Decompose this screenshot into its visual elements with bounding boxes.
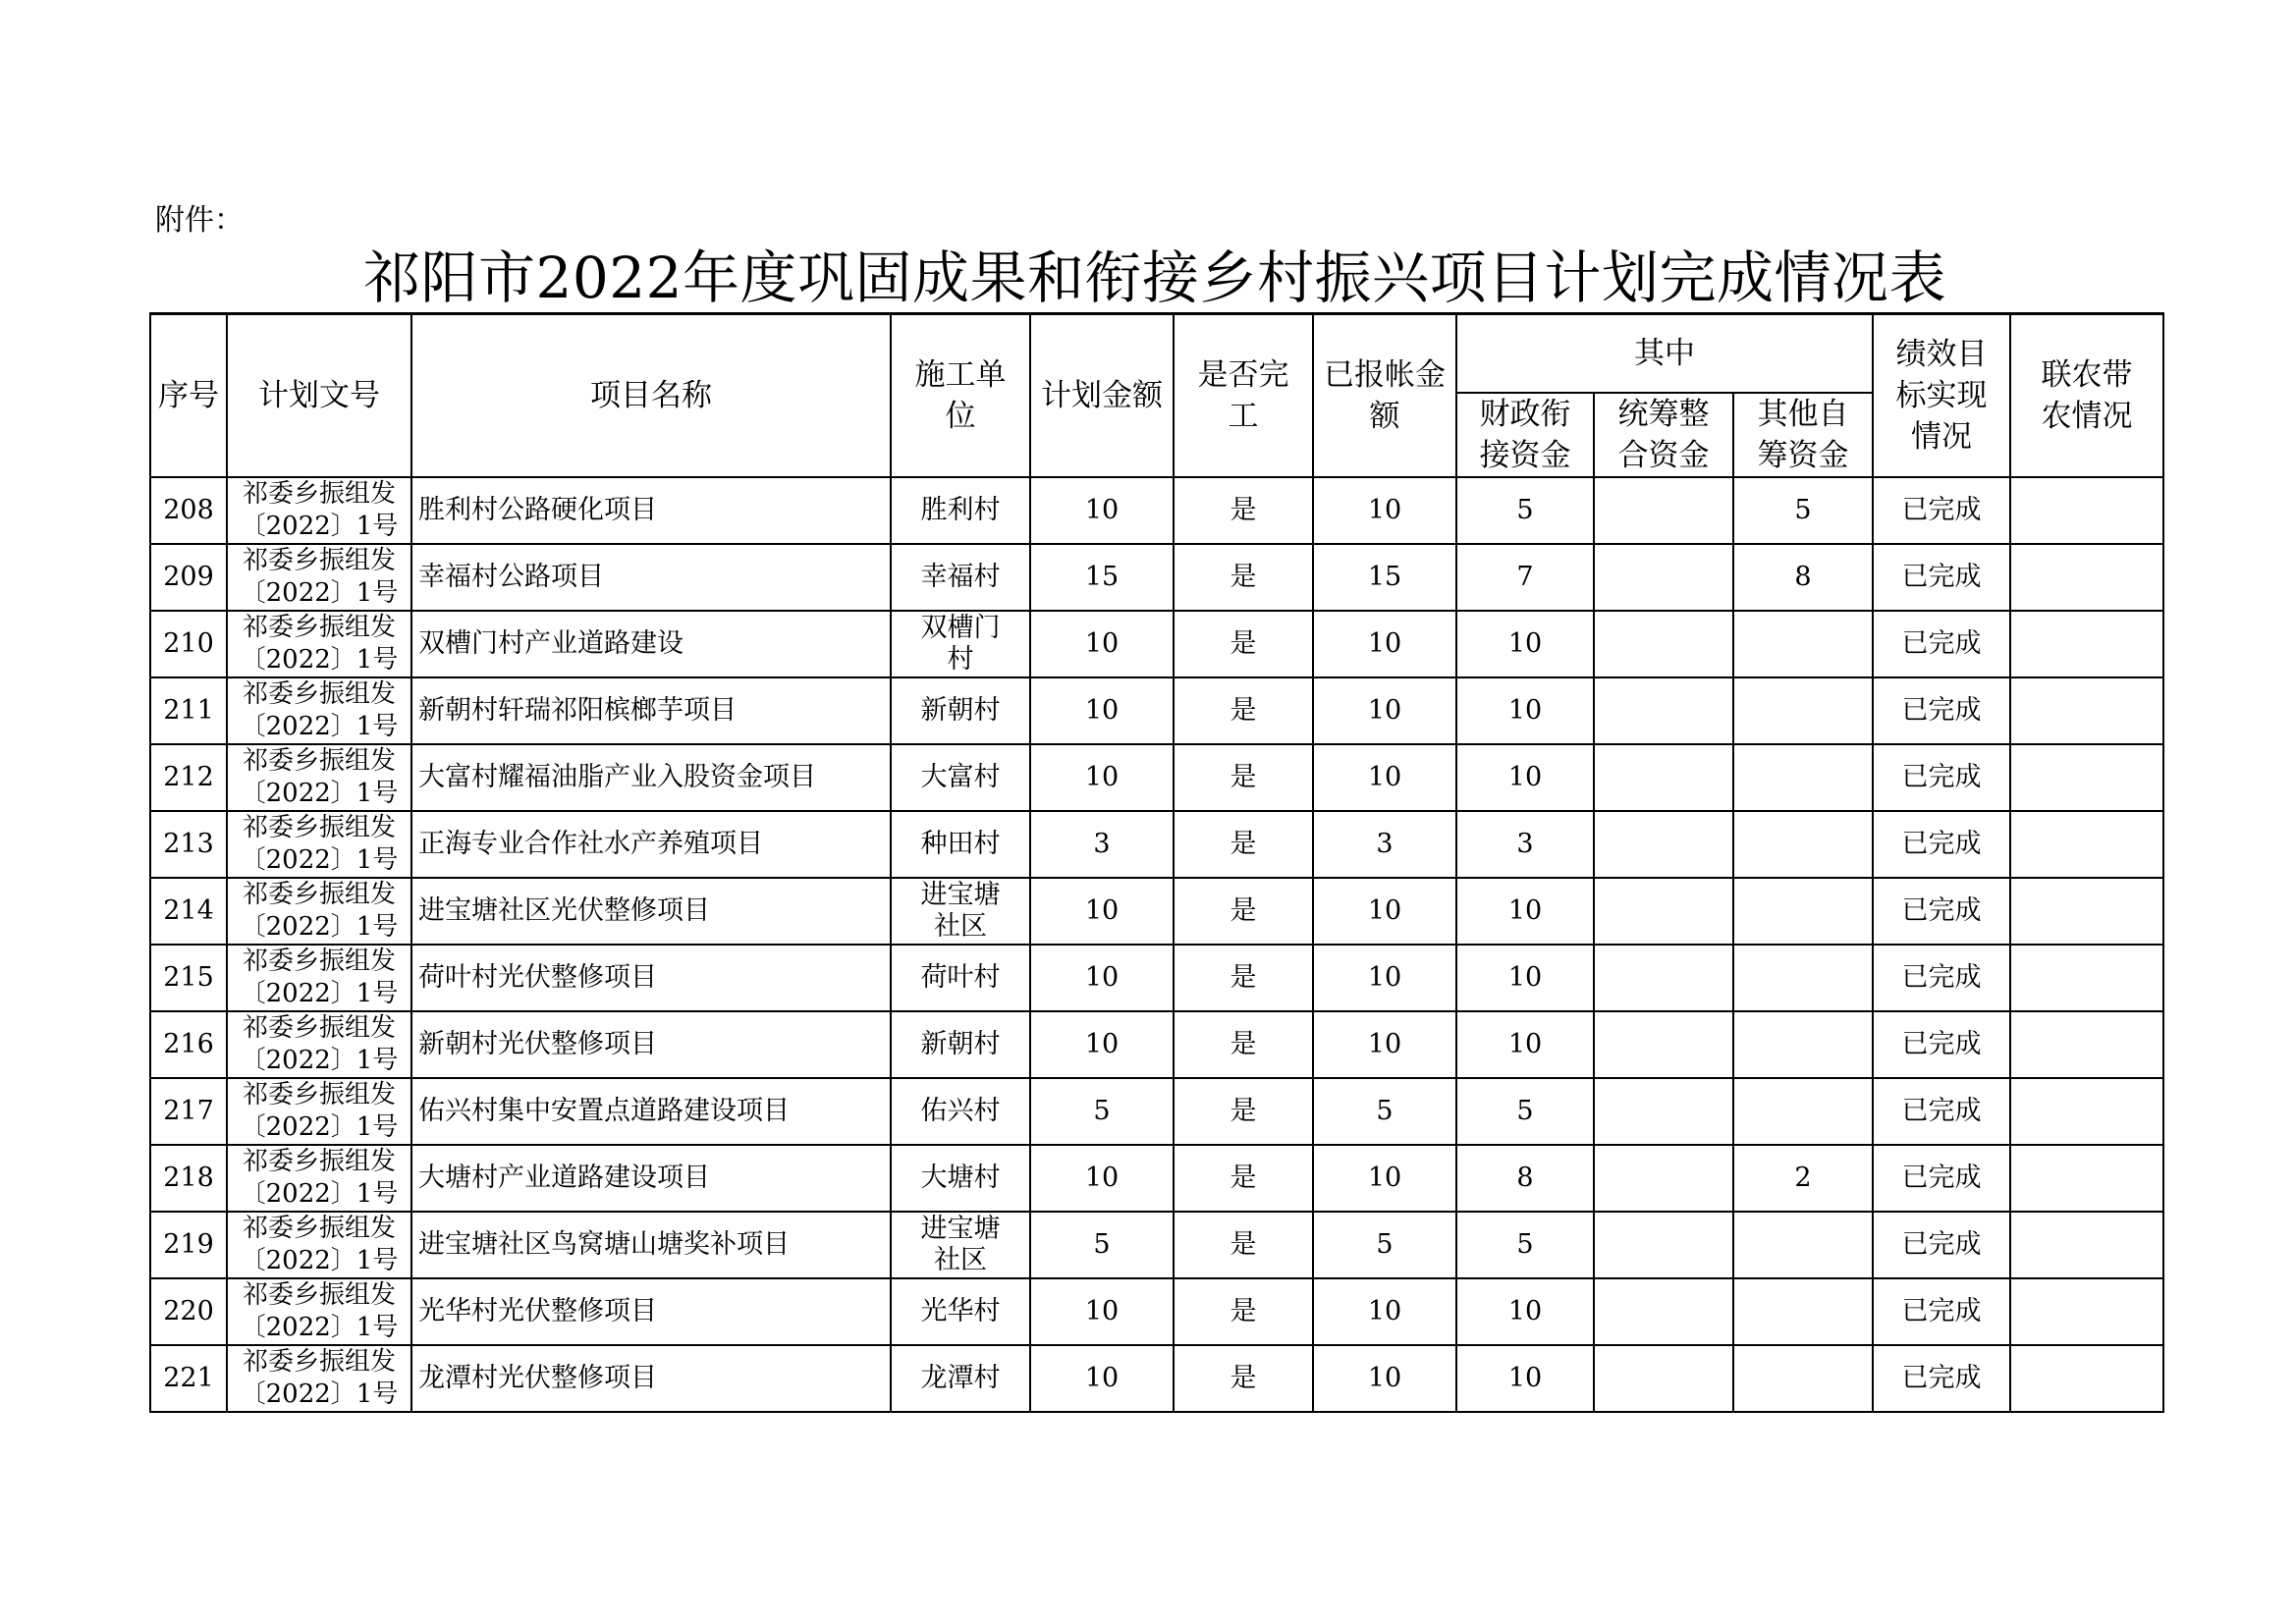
row-plan-amount: 10 (1030, 1345, 1174, 1412)
row-integrated (1594, 1145, 1733, 1212)
row-seq: 214 (150, 878, 227, 945)
row-seq: 221 (150, 1345, 227, 1412)
row-performance: 已完成 (1873, 1278, 2010, 1345)
row-plan-amount: 10 (1030, 611, 1174, 677)
plan-doc-line2: 〔2022〕1号 (240, 1312, 399, 1342)
row-other (1733, 611, 1873, 677)
row-reported-amount: 10 (1313, 477, 1456, 544)
table-row (150, 611, 2163, 677)
plan-doc-line2: 〔2022〕1号 (240, 978, 399, 1008)
plan-doc-line2: 〔2022〕1号 (240, 1178, 399, 1209)
row-unit (891, 878, 1030, 945)
row-plan-amount: 10 (1030, 1278, 1174, 1345)
row-seq: 208 (150, 477, 227, 544)
header-plan-doc: 计划文号 (227, 314, 411, 477)
plan-doc-line1: 祁委乡振组发 (242, 745, 396, 776)
header-performance-text: 绩效目标实现情况 (1895, 336, 1988, 455)
row-linkage (2010, 544, 2163, 611)
row-other (1733, 878, 1873, 945)
row-unit (891, 1011, 1030, 1078)
row-plan-doc (227, 1212, 411, 1278)
row-integrated (1594, 1011, 1733, 1078)
row-integrated (1594, 477, 1733, 544)
row-plan-doc (227, 878, 411, 945)
row-fiscal: 10 (1456, 945, 1594, 1011)
row-project-name: 大富村耀福油脂产业入股资金项目 (411, 744, 891, 811)
row-completed: 是 (1174, 1212, 1313, 1278)
plan-doc-line1: 祁委乡振组发 (242, 612, 396, 642)
plan-doc-line1: 祁委乡振组发 (242, 545, 396, 575)
row-reported-amount: 15 (1313, 544, 1456, 611)
row-fiscal: 7 (1456, 544, 1594, 611)
row-plan-amount: 10 (1030, 878, 1174, 945)
row-performance: 已完成 (1873, 1145, 2010, 1212)
row-seq: 213 (150, 811, 227, 878)
row-performance: 已完成 (1873, 477, 2010, 544)
row-unit (891, 1078, 1030, 1145)
row-linkage (2010, 945, 2163, 1011)
plan-doc-line1: 祁委乡振组发 (242, 478, 396, 509)
header-integrated-text: 统筹整合资金 (1617, 396, 1710, 473)
row-linkage (2010, 1011, 2163, 1078)
row-performance: 已完成 (1873, 1212, 2010, 1278)
row-plan-doc (227, 1011, 411, 1078)
plan-doc-line1: 祁委乡振组发 (242, 678, 396, 709)
row-unit (891, 1278, 1030, 1345)
row-unit (891, 544, 1030, 611)
row-project-name: 新朝村轩瑞祁阳槟榔芋项目 (411, 677, 891, 744)
row-unit (891, 611, 1030, 677)
header-unit (891, 314, 1030, 477)
row-performance: 已完成 (1873, 1345, 2010, 1412)
row-unit-text: 龙潭村 (920, 1362, 1001, 1393)
row-integrated (1594, 811, 1733, 878)
row-reported-amount: 10 (1313, 1345, 1456, 1412)
row-plan-doc (227, 1345, 411, 1412)
row-fiscal: 10 (1456, 1011, 1594, 1078)
row-performance: 已完成 (1873, 544, 2010, 611)
row-linkage (2010, 1078, 2163, 1145)
row-plan-doc (227, 477, 411, 544)
row-plan-amount: 10 (1030, 744, 1174, 811)
row-plan-doc (227, 811, 411, 878)
row-unit-text: 光华村 (920, 1295, 1001, 1326)
header-reported-amount (1313, 314, 1456, 477)
row-completed: 是 (1174, 1078, 1313, 1145)
header-unit-text: 施工单位 (914, 356, 1007, 434)
header-linkage-text: 联农带农情况 (2041, 356, 2133, 434)
row-project-name: 正海专业合作社水产养殖项目 (411, 811, 891, 878)
row-performance: 已完成 (1873, 878, 2010, 945)
row-fiscal: 3 (1456, 811, 1594, 878)
row-linkage (2010, 744, 2163, 811)
row-other (1733, 1278, 1873, 1345)
row-integrated (1594, 1212, 1733, 1278)
table-row (150, 1345, 2163, 1412)
row-plan-amount: 10 (1030, 677, 1174, 744)
row-reported-amount: 10 (1313, 945, 1456, 1011)
row-unit (891, 1145, 1030, 1212)
row-plan-doc (227, 611, 411, 677)
row-unit (891, 945, 1030, 1011)
table-row (150, 744, 2163, 811)
row-plan-amount: 5 (1030, 1078, 1174, 1145)
row-seq: 210 (150, 611, 227, 677)
row-linkage (2010, 811, 2163, 878)
header-other (1733, 393, 1873, 477)
row-fiscal: 10 (1456, 878, 1594, 945)
plan-doc-line1: 祁委乡振组发 (242, 1146, 396, 1176)
page-title: 祁阳市2022年度巩固成果和衔接乡村振兴项目计划完成情况表 (362, 244, 1947, 311)
row-performance: 已完成 (1873, 1078, 2010, 1145)
row-seq: 218 (150, 1145, 227, 1212)
row-plan-amount: 10 (1030, 477, 1174, 544)
row-unit (891, 1212, 1030, 1278)
header-project-name: 项目名称 (411, 314, 891, 477)
row-unit (891, 677, 1030, 744)
row-linkage (2010, 477, 2163, 544)
row-reported-amount: 10 (1313, 1145, 1456, 1212)
row-reported-amount: 10 (1313, 1011, 1456, 1078)
plan-doc-line2: 〔2022〕1号 (240, 644, 399, 675)
plan-doc-line2: 〔2022〕1号 (240, 844, 399, 875)
plan-doc-line1: 祁委乡振组发 (242, 1213, 396, 1243)
row-linkage (2010, 1345, 2163, 1412)
row-seq: 219 (150, 1212, 227, 1278)
row-reported-amount: 3 (1313, 811, 1456, 878)
row-unit-text: 种田村 (920, 828, 1001, 859)
plan-doc-line1: 祁委乡振组发 (242, 946, 396, 976)
row-other (1733, 811, 1873, 878)
row-plan-amount: 10 (1030, 1145, 1174, 1212)
row-completed: 是 (1174, 878, 1313, 945)
row-unit-text: 进宝塘社区 (920, 879, 1001, 942)
row-integrated (1594, 878, 1733, 945)
row-integrated (1594, 744, 1733, 811)
plan-doc-line2: 〔2022〕1号 (240, 1045, 399, 1075)
row-project-name: 进宝塘社区光伏整修项目 (411, 878, 891, 945)
row-other (1733, 1345, 1873, 1412)
row-linkage (2010, 1145, 2163, 1212)
attachment-label: 附件： (155, 203, 244, 238)
plan-doc-line2: 〔2022〕1号 (240, 577, 399, 608)
row-unit (891, 744, 1030, 811)
row-unit-text: 新朝村 (920, 1028, 1001, 1059)
row-fiscal: 10 (1456, 744, 1594, 811)
row-linkage (2010, 1278, 2163, 1345)
row-reported-amount: 5 (1313, 1078, 1456, 1145)
row-other: 2 (1733, 1145, 1873, 1212)
row-completed: 是 (1174, 744, 1313, 811)
row-linkage (2010, 677, 2163, 744)
row-performance: 已完成 (1873, 1011, 2010, 1078)
plan-doc-line2: 〔2022〕1号 (240, 1245, 399, 1275)
row-fiscal: 10 (1456, 1345, 1594, 1412)
table-row (150, 1278, 2163, 1345)
row-fiscal: 10 (1456, 611, 1594, 677)
row-unit (891, 811, 1030, 878)
row-seq: 215 (150, 945, 227, 1011)
row-performance: 已完成 (1873, 811, 2010, 878)
row-project-name: 进宝塘社区鸟窝塘山塘奖补项目 (411, 1212, 891, 1278)
row-performance: 已完成 (1873, 945, 2010, 1011)
row-project-name: 新朝村光伏整修项目 (411, 1011, 891, 1078)
plan-doc-line2: 〔2022〕1号 (240, 1379, 399, 1409)
row-seq: 220 (150, 1278, 227, 1345)
row-performance: 已完成 (1873, 677, 2010, 744)
row-fiscal: 5 (1456, 1212, 1594, 1278)
row-completed: 是 (1174, 677, 1313, 744)
header-plan-amount: 计划金额 (1030, 314, 1174, 477)
row-integrated (1594, 1078, 1733, 1145)
row-completed: 是 (1174, 1145, 1313, 1212)
row-unit (891, 477, 1030, 544)
table-row (150, 544, 2163, 611)
row-reported-amount: 5 (1313, 1212, 1456, 1278)
plan-doc-line1: 祁委乡振组发 (242, 1346, 396, 1377)
table-row (150, 945, 2163, 1011)
row-seq: 216 (150, 1011, 227, 1078)
plan-doc-line1: 祁委乡振组发 (242, 1079, 396, 1109)
plan-doc-line2: 〔2022〕1号 (240, 711, 399, 741)
plan-doc-line1: 祁委乡振组发 (242, 1012, 396, 1043)
row-completed: 是 (1174, 945, 1313, 1011)
row-plan-doc (227, 945, 411, 1011)
row-plan-amount: 3 (1030, 811, 1174, 878)
row-integrated (1594, 1345, 1733, 1412)
row-unit-text: 胜利村 (920, 494, 1001, 525)
row-fiscal: 8 (1456, 1145, 1594, 1212)
table-row (150, 1078, 2163, 1145)
row-other (1733, 1078, 1873, 1145)
row-unit-text: 大富村 (920, 761, 1001, 792)
row-unit-text: 进宝塘社区 (920, 1213, 1001, 1275)
row-integrated (1594, 945, 1733, 1011)
row-integrated (1594, 544, 1733, 611)
row-project-name: 光华村光伏整修项目 (411, 1278, 891, 1345)
row-project-name: 荷叶村光伏整修项目 (411, 945, 891, 1011)
row-performance: 已完成 (1873, 611, 2010, 677)
row-seq: 217 (150, 1078, 227, 1145)
plan-doc-line1: 祁委乡振组发 (242, 879, 396, 909)
row-plan-amount: 10 (1030, 1011, 1174, 1078)
row-plan-doc (227, 677, 411, 744)
row-reported-amount: 10 (1313, 677, 1456, 744)
row-unit-text: 荷叶村 (920, 961, 1001, 993)
row-reported-amount: 10 (1313, 878, 1456, 945)
row-unit-text: 佑兴村 (920, 1095, 1001, 1126)
row-fiscal: 5 (1456, 1078, 1594, 1145)
row-project-name: 胜利村公路硬化项目 (411, 477, 891, 544)
row-project-name: 幸福村公路项目 (411, 544, 891, 611)
header-completed-text: 是否完工 (1197, 356, 1289, 434)
row-integrated (1594, 677, 1733, 744)
row-unit (891, 1345, 1030, 1412)
table-body (150, 477, 2163, 1412)
row-plan-amount: 5 (1030, 1212, 1174, 1278)
row-integrated (1594, 1278, 1733, 1345)
row-linkage (2010, 1212, 2163, 1278)
header-reported-amount-text: 已报帐金额 (1324, 356, 1446, 434)
row-completed: 是 (1174, 1278, 1313, 1345)
header-linkage (2010, 314, 2163, 477)
header-among: 其中 (1456, 314, 1873, 393)
row-other (1733, 945, 1873, 1011)
header-other-text: 其他自筹资金 (1757, 396, 1849, 473)
row-plan-doc (227, 1078, 411, 1145)
table-row (150, 677, 2163, 744)
row-other (1733, 1011, 1873, 1078)
row-fiscal: 10 (1456, 1278, 1594, 1345)
row-fiscal: 10 (1456, 677, 1594, 744)
row-project-name: 龙潭村光伏整修项目 (411, 1345, 891, 1412)
row-seq: 209 (150, 544, 227, 611)
row-linkage (2010, 878, 2163, 945)
header-completed (1174, 314, 1313, 477)
row-plan-amount: 10 (1030, 945, 1174, 1011)
table-row (150, 1145, 2163, 1212)
row-fiscal: 5 (1456, 477, 1594, 544)
row-other (1733, 744, 1873, 811)
table-row (150, 811, 2163, 878)
plan-doc-line2: 〔2022〕1号 (240, 511, 399, 541)
row-plan-doc (227, 744, 411, 811)
row-unit-text: 新朝村 (920, 694, 1001, 726)
header-performance (1873, 314, 2010, 477)
row-project-name: 大塘村产业道路建设项目 (411, 1145, 891, 1212)
plan-doc-line2: 〔2022〕1号 (240, 911, 399, 942)
row-completed: 是 (1174, 611, 1313, 677)
row-performance: 已完成 (1873, 744, 2010, 811)
row-seq: 211 (150, 677, 227, 744)
row-unit-text: 幸福村 (920, 561, 1001, 592)
plan-doc-line2: 〔2022〕1号 (240, 1111, 399, 1142)
row-other (1733, 677, 1873, 744)
row-completed: 是 (1174, 544, 1313, 611)
row-plan-doc (227, 1278, 411, 1345)
header-fiscal (1456, 393, 1594, 477)
header-seq: 序号 (150, 314, 227, 477)
row-other (1733, 1212, 1873, 1278)
row-completed: 是 (1174, 1345, 1313, 1412)
plan-doc-line1: 祁委乡振组发 (242, 1279, 396, 1310)
row-plan-doc (227, 544, 411, 611)
header-integrated (1594, 393, 1733, 477)
row-integrated (1594, 611, 1733, 677)
row-seq: 212 (150, 744, 227, 811)
row-completed: 是 (1174, 1011, 1313, 1078)
row-reported-amount: 10 (1313, 1278, 1456, 1345)
row-plan-doc (227, 1145, 411, 1212)
row-other: 8 (1733, 544, 1873, 611)
row-unit-text: 大塘村 (920, 1162, 1001, 1193)
table-row (150, 1212, 2163, 1278)
row-linkage (2010, 611, 2163, 677)
row-other: 5 (1733, 477, 1873, 544)
row-completed: 是 (1174, 477, 1313, 544)
row-project-name: 双槽门村产业道路建设 (411, 611, 891, 677)
table-row (150, 477, 2163, 544)
plan-doc-line2: 〔2022〕1号 (240, 778, 399, 808)
row-completed: 是 (1174, 811, 1313, 878)
row-plan-amount: 15 (1030, 544, 1174, 611)
row-reported-amount: 10 (1313, 611, 1456, 677)
project-completion-table (149, 312, 2164, 1413)
table-row (150, 1011, 2163, 1078)
header-fiscal-text: 财政衔接资金 (1479, 396, 1571, 473)
table-row (150, 878, 2163, 945)
row-unit-text: 双槽门村 (920, 612, 1001, 675)
plan-doc-line1: 祁委乡振组发 (242, 812, 396, 842)
row-reported-amount: 10 (1313, 744, 1456, 811)
row-project-name: 佑兴村集中安置点道路建设项目 (411, 1078, 891, 1145)
